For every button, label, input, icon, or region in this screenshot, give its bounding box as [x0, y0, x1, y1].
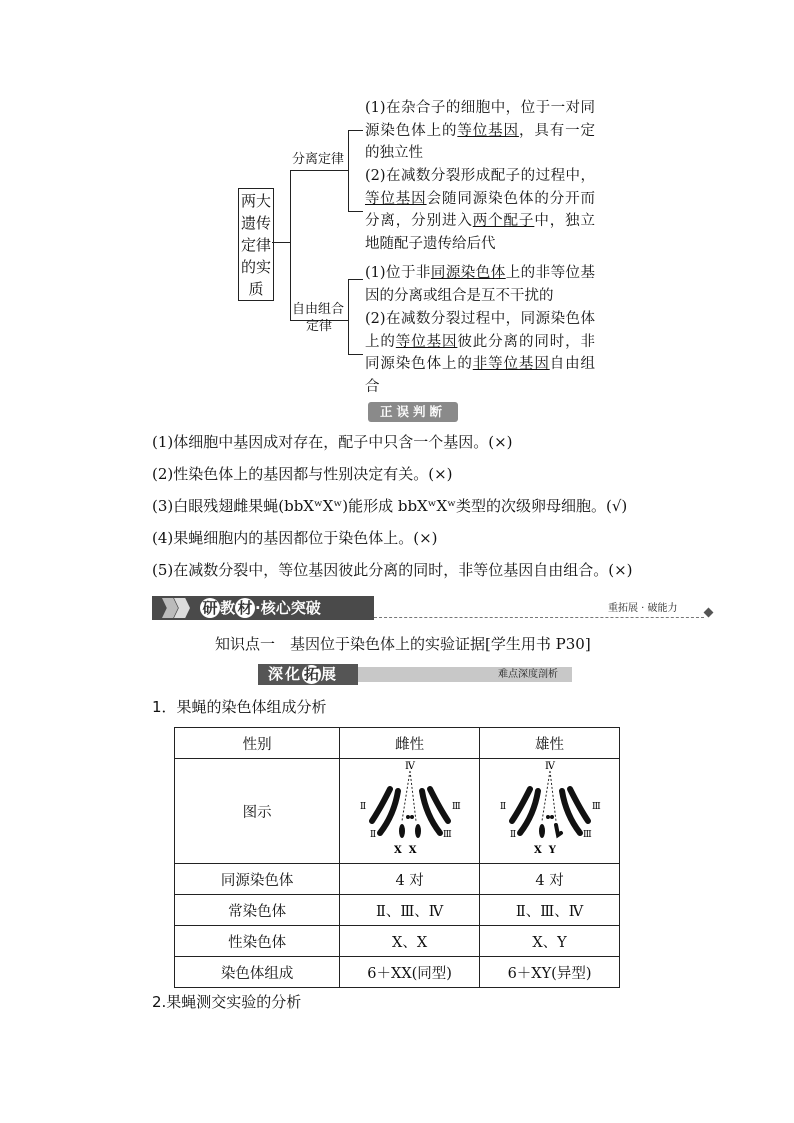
table-header-row [175, 728, 620, 759]
table-header: 雌性 [340, 728, 480, 759]
table-row [175, 926, 620, 957]
table-cell: Ⅱ、Ⅲ、Ⅳ [340, 895, 480, 926]
banner-char-badge: 研 [200, 598, 220, 618]
svg-text:X X: X X [393, 845, 417, 856]
independent-point-2: (2)在减数分裂过程中，同源染色体上的等位基因彼此分离的同时，非同源染色体上的非等位基因自由组合 [365, 311, 596, 395]
deep-banner [258, 664, 572, 686]
heading-1: 1．果蝇的染色体组成分析 [152, 698, 327, 716]
banner-char: 教 [220, 599, 236, 617]
svg-text:Ⅱ: Ⅱ [499, 802, 506, 812]
branch-label-independent-1: 自由组合 [292, 302, 345, 317]
svg-text:Ⅲ: Ⅲ [451, 802, 461, 812]
statement-2: (2)性染色体上的基因都与性别决定有关。(×) [152, 465, 453, 483]
table-cell: 图示 [175, 759, 340, 864]
table-row [175, 759, 620, 864]
statement-5: (5)在减数分裂中，等位基因彼此分离的同时，非等位基因自由组合。(×) [152, 561, 633, 579]
chromosome-table [174, 727, 620, 988]
female-chromosome-figure [350, 759, 470, 859]
table-cell: X、X [340, 926, 480, 957]
banner-char-badge: 材 [235, 598, 255, 618]
table-header: 雄性 [480, 728, 620, 759]
svg-text:Ⅳ: Ⅳ [404, 761, 415, 772]
judge-tag: 正误判断 [368, 402, 458, 422]
deep-banner-badge: 拓 [304, 665, 320, 683]
heading-2: 2.果蝇测交实验的分析 [152, 993, 302, 1011]
table-row [175, 895, 620, 926]
banner-title-rest: ·核心突破 [255, 599, 321, 617]
branch-label-independent-2: 定律 [306, 319, 333, 334]
diagram-root-box [238, 188, 274, 301]
svg-text:X Y: X Y [533, 845, 556, 856]
diamond-icon [704, 608, 714, 618]
svg-text:Ⅲ: Ⅲ [582, 830, 592, 840]
svg-text:Ⅱ: Ⅱ [509, 830, 516, 840]
statement-3: (3)白眼残翅雌果蝇(bbXʷXʷ)能形成 bbXʷXʷ类型的次级卵母细胞。(√) [152, 497, 628, 515]
svg-text:Ⅱ: Ⅱ [359, 802, 366, 812]
segregation-point-1: (1)在杂合子的细胞中，位于一对同源染色体上的等位基因，具有一定的独立性 [365, 100, 596, 161]
table-row [175, 957, 620, 988]
diagram-root-label: 两大遗传定律的实质 [240, 192, 271, 298]
svg-text:Ⅳ: Ⅳ [544, 761, 555, 772]
table-row [175, 864, 620, 895]
table-cell: 染色体组成 [175, 957, 340, 988]
table-cell: Ⅱ、Ⅲ、Ⅳ [480, 895, 620, 926]
deep-banner-title: 深化 拓 展 [268, 665, 339, 683]
female-karyotype-figure [340, 759, 480, 864]
deep-banner-right: 难点深度剖析 [498, 669, 558, 680]
table-header: 性别 [175, 728, 340, 759]
connector [290, 170, 348, 171]
table-cell: 4 对 [340, 864, 480, 895]
table-cell: 6＋XX(同型) [340, 957, 480, 988]
section-banner [152, 596, 714, 622]
table-cell: 4 对 [480, 864, 620, 895]
table-cell: 性染色体 [175, 926, 340, 957]
banner-right-text: 重拓展 · 破能力 [608, 603, 678, 614]
banner-title [200, 597, 321, 619]
statement-4: (4)果蝇细胞内的基因都位于染色体上。(×) [152, 529, 438, 547]
table-cell: 常染色体 [175, 895, 340, 926]
table-cell: X、Y [480, 926, 620, 957]
svg-text:Ⅲ: Ⅲ [442, 830, 452, 840]
bracket-segregation [348, 130, 363, 212]
bracket-independent [348, 279, 363, 355]
banner-underline [374, 617, 704, 618]
knowledge-point-heading: 知识点一 基因位于染色体上的实验证据[学生用书 P30] [215, 635, 591, 653]
statement-1: (1)体细胞中基因成对存在，配子中只含一个基因。(×) [152, 433, 513, 451]
segregation-point-2: (2)在减数分裂形成配子的过程中，等位基因会随同源染色体的分开而分离，分别进入两个配子中，独立地随配子遗传给后代 [365, 168, 596, 252]
connector [272, 242, 290, 243]
independent-point-1: (1)位于非同源染色体上的非等位基因的分离或组合是互不干扰的 [365, 265, 596, 304]
svg-text:Ⅱ: Ⅱ [369, 830, 376, 840]
table-cell: 6＋XY(异型) [480, 957, 620, 988]
male-karyotype-figure [480, 759, 620, 864]
svg-text:Ⅲ: Ⅲ [591, 802, 601, 812]
branch-label-segregation: 分离定律 [292, 152, 345, 167]
connector [290, 170, 291, 320]
male-chromosome-figure [490, 759, 610, 859]
table-cell: 同源染色体 [175, 864, 340, 895]
